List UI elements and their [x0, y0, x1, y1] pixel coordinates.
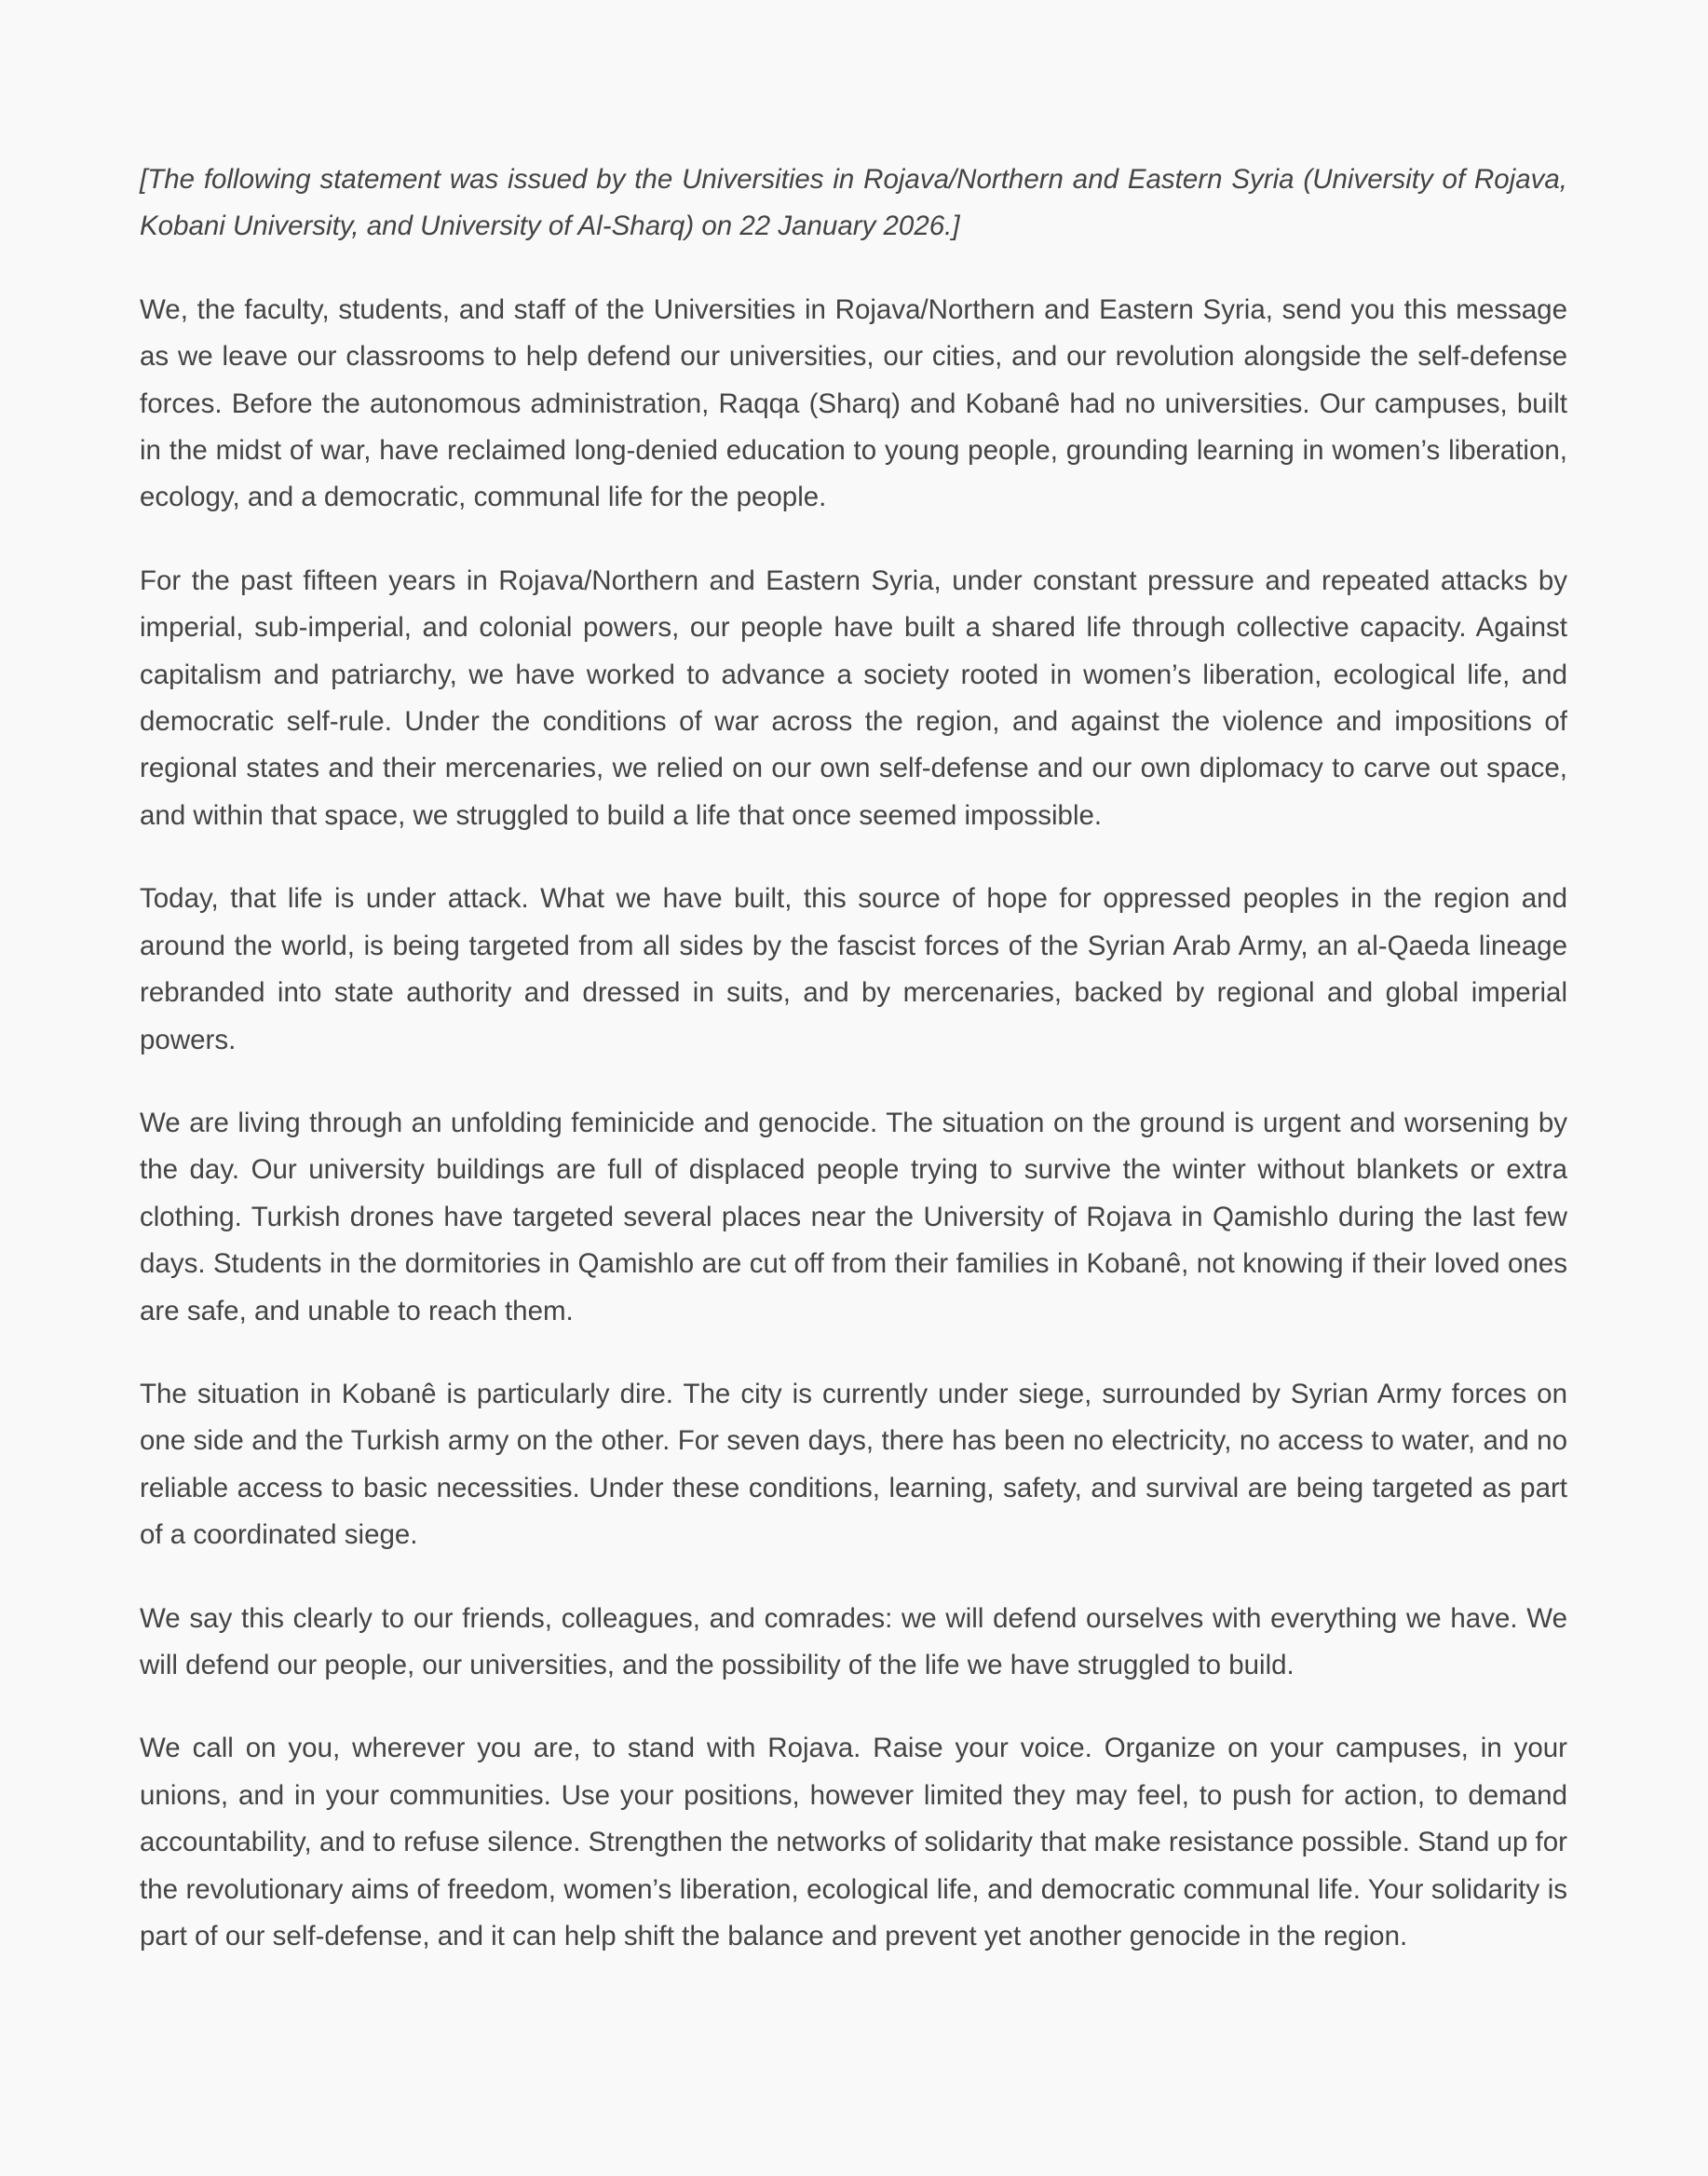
paragraph-6: We say this clearly to our friends, colleagues, and comrades: we will defend ourselves with everything we have. We will defend our people, our universities, and the possibility of the life we have struggled to build.: [140, 1602, 1567, 1680]
intro-note: [The following statement was issued by the Universities in Rojava/Northern and Eastern Syria (University of Rojava, Kobani University, and University of Al-Sharq) on 22 January 2026.]: [140, 164, 1567, 242]
statement-article: [140, 156, 1567, 1996]
paragraph-3: Today, that life is under attack. What we have built, this source of hope for oppressed peoples in the region and around the world, is being targeted from all sides by the fascist forces of the Syrian Arab Army, an al-Qaeda lineage rebranded into state authority and dressed in suits, and by mercenaries, backed by regional and global imperial powers.: [140, 883, 1567, 1055]
paragraph-5: The situation in Kobanê is particularly dire. The city is currently under siege, surrounded by Syrian Army forces on one side and the Turkish army on the other. For seven days, there has been no electricity, no access to water, and no reliable access to basic necessities. Under these conditions, learning, safety, and survival are being targeted as part of a coordinated siege.: [140, 1378, 1567, 1551]
paragraph-7: We call on you, wherever you are, to stand with Rojava. Raise your voice. Organize on your campuses, in your unions, and in your communities. Use your positions, however limited they may feel, to push for action, to demand accountability, and to refuse silence. Strengthen the networks of solidarity that make resistance possible. Stand up for the revolutionary aims of freedom, women’s liberation, ecological life, and democratic communal life. Your solidarity is part of our self-defense, and it can help shift the balance and prevent yet another genocide in the region.: [140, 1733, 1567, 1952]
paragraph-1: We, the faculty, students, and staff of the Universities in Rojava/Northern and Eastern Syria, send you this message as we leave our classrooms to help defend our universities, our cities, and our revolution alongside the self-defense forces. Before the autonomous administration, Raqqa (Sharq) and Kobanê had no universities. Our campuses, built in the midst of war, have reclaimed long-denied education to young people, grounding learning in women’s liberation, ecology, and a democratic, communal life for the people.: [140, 293, 1567, 513]
paragraph-2: For the past fifteen years in Rojava/Northern and Eastern Syria, under constant pressure and repeated attacks by imperial, sub-imperial, and colonial powers, our people have built a shared life through collective capacity. Against capitalism and patriarchy, we have worked to advance a society rooted in women’s liberation, ecological life, and democratic self-rule. Under the conditions of war across the region, and against the violence and impositions of regional states and their mercenaries, we relied on our own self-defense and our own diplomacy to carve out space, and within that space, we struggled to build a life that once seemed impossible.: [140, 564, 1567, 831]
paragraph-4: We are living through an unfolding feminicide and genocide. The situation on the ground is urgent and worsening by the day. Our university buildings are full of displaced people trying to survive the winter without blankets or extra clothing. Turkish drones have targeted several places near the University of Rojava in Qamishlo during the last few days. Students in the dormitories in Qamishlo are cut off from their families in Kobanê, not knowing if their loved ones are safe, and unable to reach them.: [140, 1107, 1567, 1326]
